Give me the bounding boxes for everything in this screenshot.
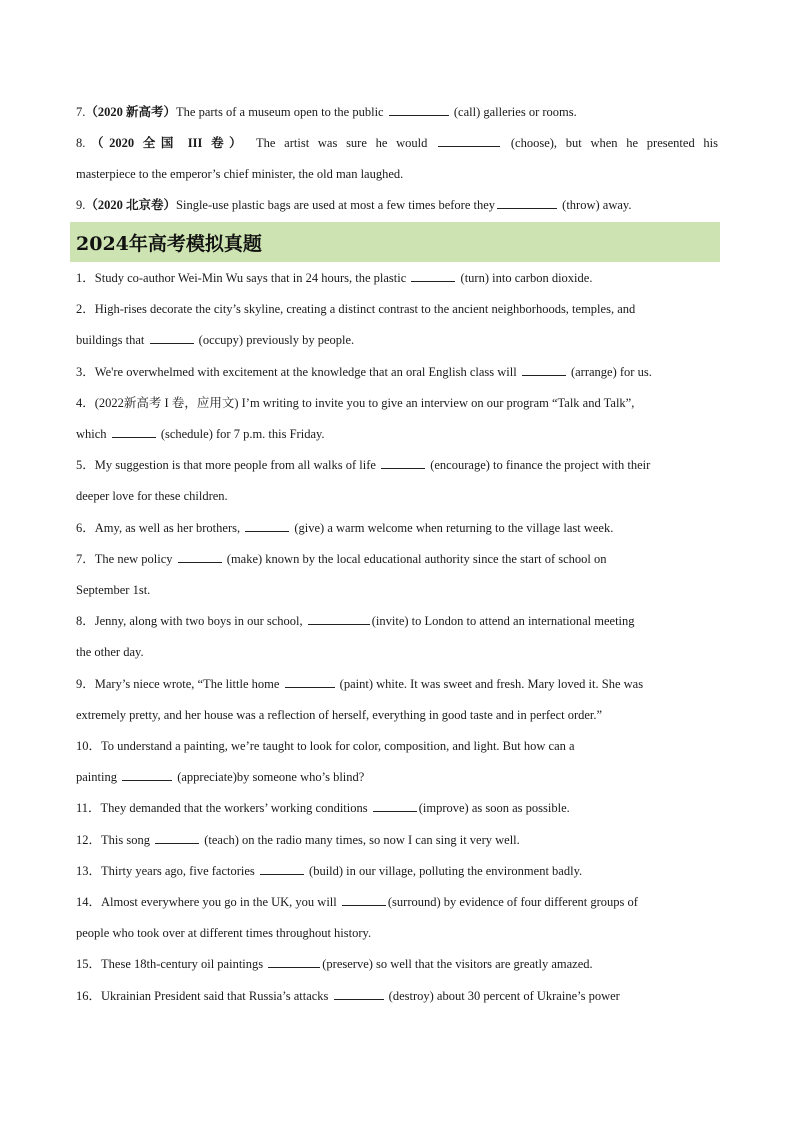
answer-blank[interactable] xyxy=(334,988,384,1000)
answer-blank[interactable] xyxy=(268,956,320,968)
question-number: 7. xyxy=(76,105,86,119)
question-number: 14． xyxy=(76,895,102,909)
question-number: 13． xyxy=(76,864,102,878)
answer-blank[interactable] xyxy=(438,135,500,147)
question-number: 16． xyxy=(76,989,102,1003)
answer-blank[interactable] xyxy=(155,832,199,844)
question-10-continuation xyxy=(76,769,718,785)
question-text: (improve) as soon as possible. xyxy=(418,801,570,815)
question-text: (teach) on the radio many times, so now I can sing it very well. xyxy=(204,833,520,847)
question-text: These 18th-century oil paintings xyxy=(101,957,264,971)
question-number: 5． xyxy=(76,458,95,472)
question-text: (make) known by the local educational authority since the start of school on xyxy=(226,552,607,566)
question-text: (appreciate)by someone who’s blind? xyxy=(177,770,365,784)
question-text: (preserve) so well that the visitors are greatly amazed. xyxy=(322,957,593,971)
question-text: This song xyxy=(101,833,150,847)
question-16 xyxy=(76,988,718,1004)
question-number: 8. xyxy=(76,136,86,150)
answer-blank[interactable] xyxy=(411,270,455,282)
question-13 xyxy=(76,863,718,879)
question-text: The parts of a museum open to the public xyxy=(176,105,384,119)
question-7-continuation: September 1st. xyxy=(76,583,151,597)
question-4-continuation xyxy=(76,426,718,442)
question-7-2020 xyxy=(76,104,718,120)
answer-blank[interactable] xyxy=(285,676,335,688)
question-text: (2022新高考 I 卷，应用文) I’m writing to invite you to give an interview on our program “Talk and Talk”, xyxy=(94,396,635,410)
question-text: which xyxy=(76,427,107,441)
question-3 xyxy=(76,364,718,380)
answer-blank[interactable] xyxy=(342,894,386,906)
question-number: 10． xyxy=(76,739,102,753)
question-4 xyxy=(76,395,718,411)
question-text: (turn) into carbon dioxide. xyxy=(460,271,593,285)
question-number: 7． xyxy=(76,552,95,566)
question-number: 9． xyxy=(76,677,95,691)
question-text: (arrange) for us. xyxy=(570,365,652,379)
question-text: (destroy) about 30 percent of Ukraine’s power xyxy=(388,989,620,1003)
question-text: The new policy xyxy=(94,552,173,566)
question-text: Mary’s niece wrote, “The little home xyxy=(94,677,280,691)
question-text: Single-use plastic bags are used at most a few times before they xyxy=(176,198,496,212)
question-15 xyxy=(76,956,718,972)
question-6 xyxy=(76,520,718,536)
question-number: 11． xyxy=(76,801,101,815)
question-9 xyxy=(76,676,718,692)
question-source: （2020 全国 III 卷） xyxy=(85,136,248,150)
question-8-continuation: the other day. xyxy=(76,645,144,659)
question-number: 4． xyxy=(76,396,95,410)
question-text: Study co-author Wei-Min Wu says that in 24 hours, the plastic xyxy=(94,271,407,285)
answer-blank[interactable] xyxy=(389,104,449,116)
question-1 xyxy=(76,270,718,286)
question-text: My suggestion is that more people from all walks of life xyxy=(94,458,376,472)
question-14 xyxy=(76,894,718,910)
answer-blank[interactable] xyxy=(122,769,172,781)
question-number: 8． xyxy=(76,614,95,628)
question-text: (schedule) for 7 p.m. this Friday. xyxy=(160,427,325,441)
question-text: Jenny, along with two boys in our school, xyxy=(94,614,303,628)
answer-blank[interactable] xyxy=(308,613,370,625)
question-8-continuation: masterpiece to the emperor’s chief minister, the old man laughed. xyxy=(76,167,404,181)
question-2 xyxy=(76,301,718,317)
question-number: 6． xyxy=(76,521,95,535)
question-text: Almost everywhere you go in the UK, you will xyxy=(101,895,337,909)
question-source: （2020 北京卷） xyxy=(85,198,177,212)
question-8 xyxy=(76,613,718,629)
question-9-continuation: extremely pretty, and her house was a reflection of herself, everything in good taste and in perfect order.” xyxy=(76,708,603,722)
question-12 xyxy=(76,832,718,848)
question-text: High-rises decorate the city’s skyline, creating a distinct contrast to the ancient neighborhoods, temples, and xyxy=(94,302,636,316)
question-text: The artist was sure he would xyxy=(256,136,428,150)
question-8-2020 xyxy=(76,135,718,151)
question-text: Ukrainian President said that Russia’s attacks xyxy=(101,989,329,1003)
question-text: (invite) to London to attend an international meeting xyxy=(371,614,635,628)
question-number: 2． xyxy=(76,302,95,316)
question-hint: (call) galleries or rooms. xyxy=(453,105,577,119)
question-11 xyxy=(76,800,718,816)
question-2-continuation xyxy=(76,332,718,348)
question-text: (surround) by evidence of four different groups of xyxy=(387,895,638,909)
question-number: 1． xyxy=(76,271,95,285)
question-10 xyxy=(76,738,718,754)
question-text: (build) in our village, polluting the environment badly. xyxy=(309,864,583,878)
question-text: (encourage) to finance the project with their xyxy=(430,458,651,472)
question-text: painting xyxy=(76,770,117,784)
question-14-continuation: people who took over at different times throughout history. xyxy=(76,926,372,940)
answer-blank[interactable] xyxy=(112,426,156,438)
question-number: 12． xyxy=(76,833,102,847)
question-9-2020 xyxy=(76,197,718,213)
question-number: 3． xyxy=(76,365,95,379)
question-text: Thirty years ago, five factories xyxy=(101,864,255,878)
section-heading: 2024年高考模拟真题 xyxy=(76,233,262,255)
answer-blank[interactable] xyxy=(381,457,425,469)
section-heading-bar xyxy=(70,222,720,262)
answer-blank[interactable] xyxy=(245,520,289,532)
question-5-continuation: deeper love for these children. xyxy=(76,489,228,503)
answer-blank[interactable] xyxy=(178,551,222,563)
answer-blank[interactable] xyxy=(497,197,557,209)
question-hint: (throw) away. xyxy=(562,198,632,212)
question-number: 15． xyxy=(76,957,102,971)
question-text: Amy, as well as her brothers, xyxy=(94,521,241,535)
question-7 xyxy=(76,551,718,567)
answer-blank[interactable] xyxy=(260,863,304,875)
question-number: 9. xyxy=(76,198,86,212)
question-text: We're overwhelmed with excitement at the knowledge that an oral English class will xyxy=(94,365,517,379)
question-hint: (choose), but when he presented his xyxy=(510,136,719,150)
question-text: They demanded that the workers’ working conditions xyxy=(100,801,368,815)
question-text: (occupy) previously by people. xyxy=(198,333,355,347)
answer-blank[interactable] xyxy=(373,800,417,812)
question-5 xyxy=(76,457,718,473)
answer-blank[interactable] xyxy=(522,364,566,376)
question-text: (give) a warm welcome when returning to the village last week. xyxy=(294,521,614,535)
question-text: buildings that xyxy=(76,333,145,347)
question-text: To understand a painting, we’re taught to look for color, composition, and light. But how can a xyxy=(101,739,575,753)
question-source: （2020 新高考） xyxy=(85,105,177,119)
answer-blank[interactable] xyxy=(150,332,194,344)
question-text: (paint) white. It was sweet and fresh. Mary loved it. She was xyxy=(339,677,644,691)
